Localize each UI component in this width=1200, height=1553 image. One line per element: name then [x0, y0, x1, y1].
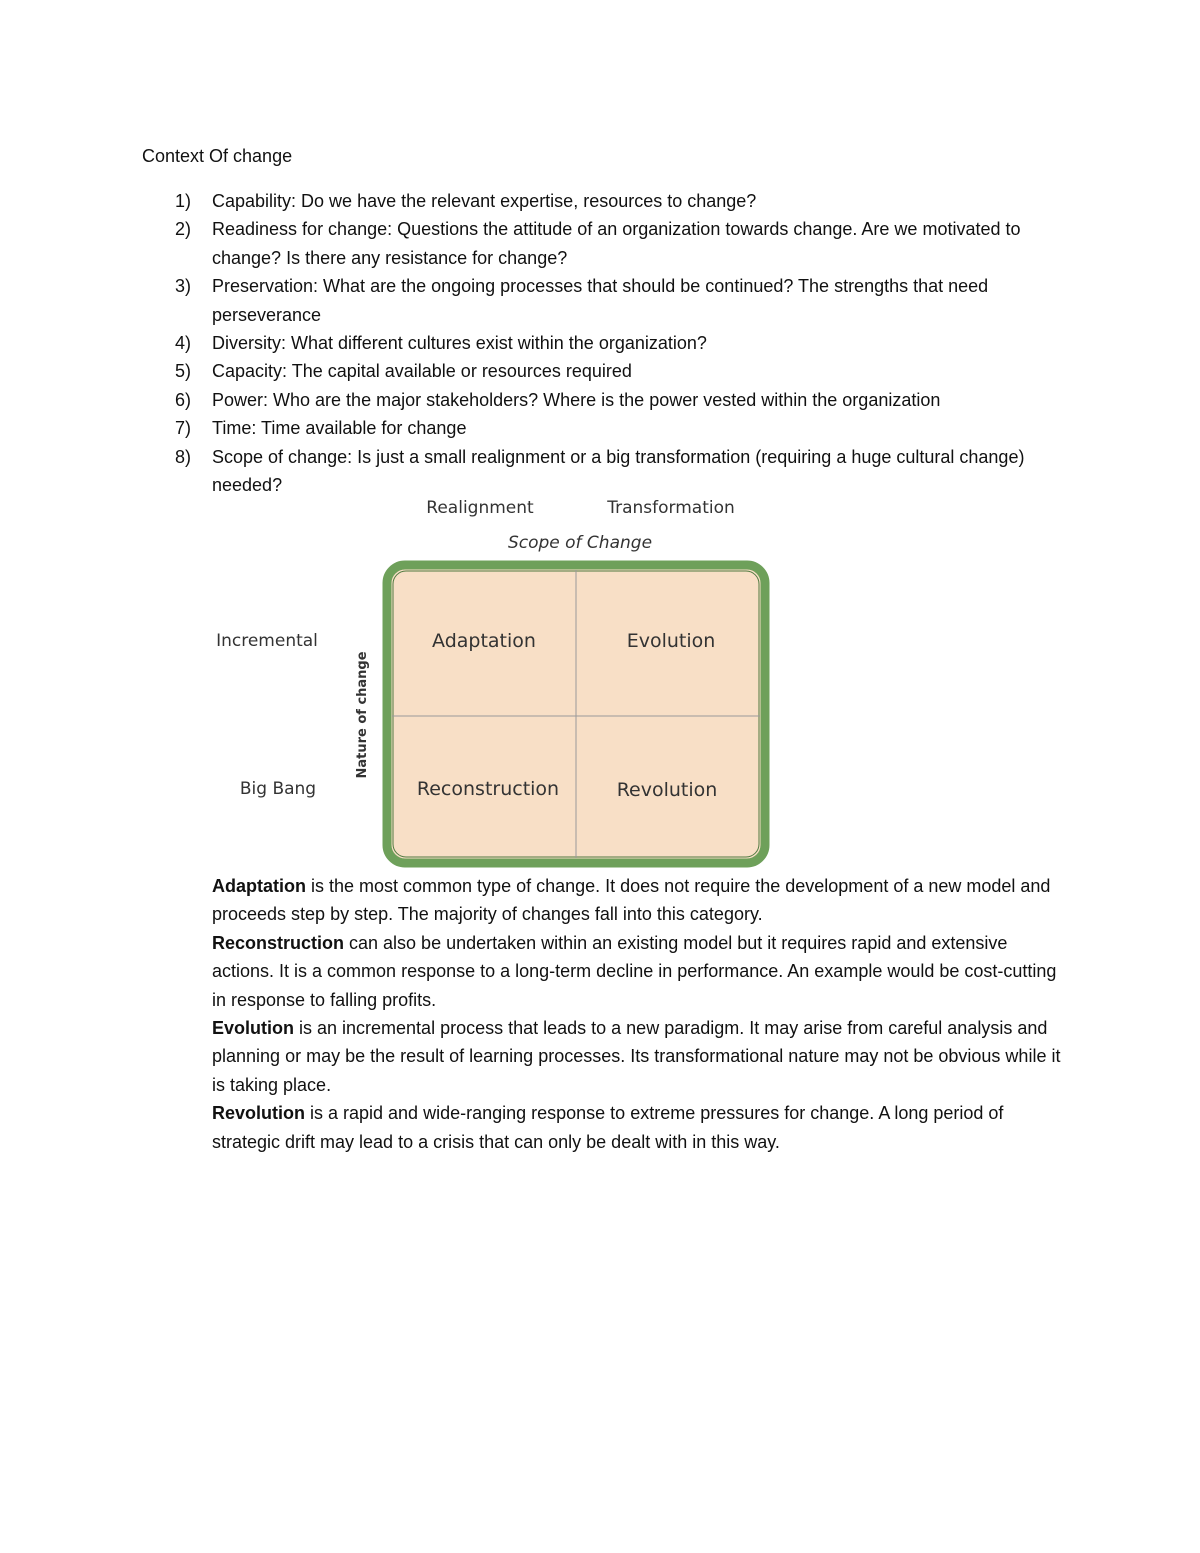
- term-adaptation: Adaptation: [212, 876, 306, 896]
- list-number: 2): [175, 219, 192, 240]
- list-item: [142, 357, 1042, 385]
- term-evolution: Evolution: [212, 1018, 294, 1039]
- list-number: 5): [175, 361, 192, 382]
- list-text: Time: Time available for change: [212, 418, 467, 439]
- scope-of-change-matrix: [200, 490, 780, 875]
- list-item: [142, 215, 1042, 272]
- list-item: [142, 386, 1042, 414]
- context-list: [142, 187, 1042, 499]
- term-reconstruction: Reconstruction: [212, 932, 345, 953]
- definition-evolution: is an incremental process that leads to a new paradigm. It may arise from careful analysis and planning or may be the result of learning processes. Its transformational nature may not be obvious while it is taking place.: [212, 1018, 1061, 1095]
- list-number: 3): [175, 276, 192, 297]
- x-axis-title: Scope of Change: [507, 533, 653, 553]
- page-title: Context Of change: [142, 146, 293, 166]
- description-reconstruction: [212, 929, 1072, 1014]
- row-label-big-bang: Big Bang: [239, 779, 317, 799]
- list-text: Readiness for change: Questions the attitude of an organization towards change. Are we motivated to change? Is there any resistance for change?: [212, 219, 1021, 268]
- list-number: 6): [175, 389, 192, 410]
- list-text: Preservation: What are the ongoing processes that should be continued? The strengths that need perseverance: [212, 276, 989, 325]
- definition-reconstruction: can also be undertaken within an existing model but it requires rapid and extensive actions. It is a common response to a long-term decline in performance. An example would be cost-cutting in response to falling profits.: [212, 932, 1057, 1010]
- row-label-incremental: Incremental: [216, 631, 318, 651]
- list-text: Capacity: The capital available or resources required: [212, 361, 632, 382]
- list-item: [142, 187, 1042, 215]
- col-label-transformation: Transformation: [607, 498, 735, 518]
- description-evolution: [212, 1014, 1072, 1099]
- matrix-svg: [200, 490, 780, 875]
- cell-adaptation: Adaptation: [432, 630, 536, 652]
- list-number: 7): [175, 418, 192, 439]
- col-label-realignment: Realignment: [426, 498, 534, 518]
- list-item: [142, 414, 1042, 442]
- description-adaptation: [212, 872, 1072, 929]
- term-revolution: Revolution: [212, 1103, 305, 1124]
- list-item: [142, 329, 1042, 357]
- cell-revolution: Revolution: [616, 779, 718, 801]
- list-text: Capability: Do we have the relevant expertise, resources to change?: [212, 191, 757, 211]
- description-revolution: [212, 1099, 1072, 1156]
- definition-revolution: is a rapid and wide-ranging response to extreme pressures for change. A long period of strategic drift may lead to a crisis that can only be dealt with in this way.: [212, 1103, 1004, 1152]
- change-type-descriptions: [212, 872, 1072, 1156]
- y-axis-title: Nature of change: [355, 651, 370, 779]
- list-text: Diversity: What different cultures exist within the organization?: [212, 333, 707, 354]
- cell-evolution: Evolution: [626, 630, 716, 652]
- list-item: [142, 272, 1042, 329]
- cell-reconstruction: Reconstruction: [416, 778, 560, 800]
- definition-adaptation: is the most common type of change. It does not require the development of a new model and proceeds step by step. The majority of changes fall into this category.: [212, 876, 1051, 925]
- list-number: 4): [175, 333, 192, 354]
- list-number: 1): [175, 191, 192, 211]
- list-text: Scope of change: Is just a small realignment or a big transformation (requiring a huge cultural change) needed?: [212, 446, 1025, 496]
- list-number: 8): [175, 446, 192, 467]
- list-text: Power: Who are the major stakeholders? Where is the power vested within the organization: [212, 389, 941, 410]
